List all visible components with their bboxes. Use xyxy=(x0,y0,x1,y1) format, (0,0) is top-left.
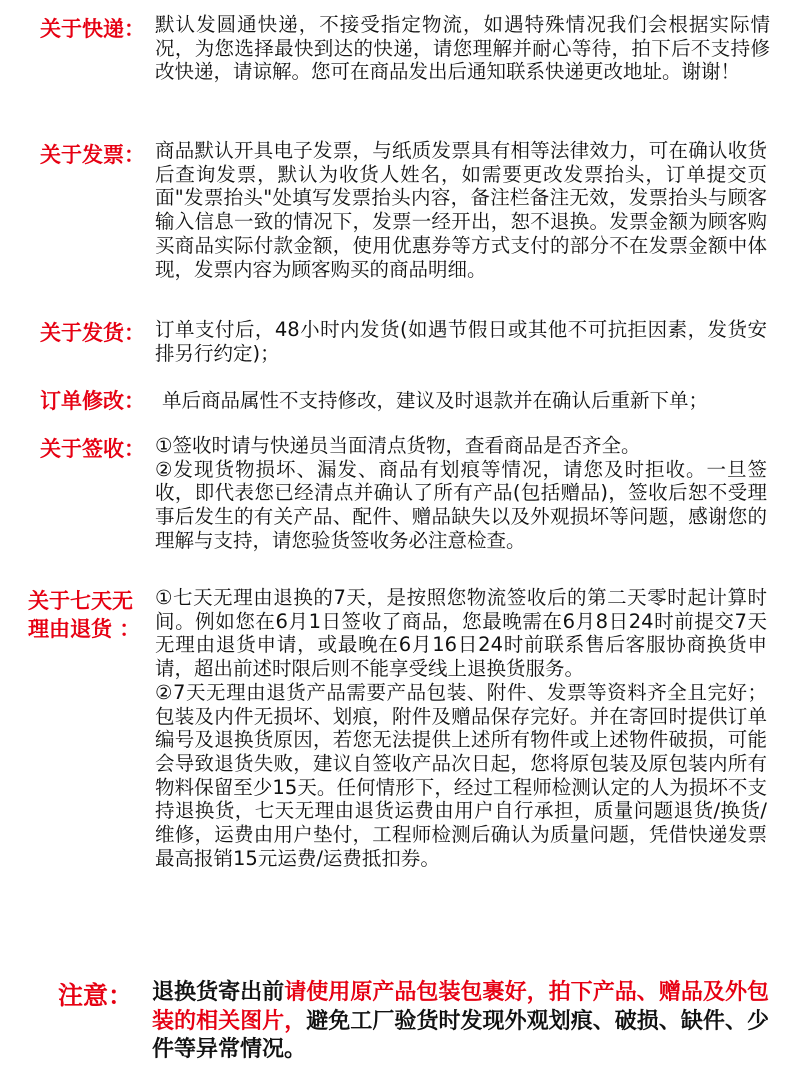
section-body xyxy=(155,139,767,281)
paragraph: 单后商品属性不支持修改，建议及时退款并在确认后重新下单； xyxy=(162,389,709,412)
section-label: 订单修改： xyxy=(40,389,145,413)
note-text-after: 避免工厂验货时发现外观划痕、破损、缺件、少件等异常情况。 xyxy=(152,1008,769,1062)
paragraph: ②发现货物损坏、漏发、商品有划痕等情况，请您及时拒收。一旦签收，即代表您已经清点并确认了所有产品(包括赠品)，签收后恕不受理事后发生的有关产品、配件、赠品缺失以及外观损坏等问题，感谢您的理解与支持，请您验货签收务必注意检查。 xyxy=(155,457,767,552)
section-body xyxy=(155,586,767,870)
section-label: 关于发票： xyxy=(40,143,145,167)
paragraph: 默认发圆通快递，不接受指定物流，如遇特殊情况我们会根据实际情况，为您选择最快到达的快递，请您理解并耐心等待，拍下后不支持修改快递，请谅解。您可在商品发出后通知联系快递更改地址。谢谢！ xyxy=(155,13,770,84)
paragraph: ①七天无理由退换的7天，是按照您物流签收后的第二天零时起计算时间。例如您在6月1日签收了商品，您最晚需在6月8日24时前提交7天无理由退货申请，或最晚在6月16日24时前联系售后客服协商换货申请，超出前述时限后则不能享受线上退换货服务。 xyxy=(155,586,767,681)
section-label-line1: 关于七天无 xyxy=(28,589,133,613)
paragraph: 商品默认开具电子发票，与纸质发票具有相等法律效力，可在确认收货后查询发票，默认为收货人姓名，如需要更改发票抬头，订单提交页面"发票抬头"处填写发票抬头内容，备注栏备注无效，发票抬头与顾客输入信息一致的情况下，发票一经开出，恕不退换。发票金额为顾客购买商品实际付款金额，使用优惠券等方式支付的部分不在发票金额中体现，发票内容为顾客购买的商品明细。 xyxy=(155,139,767,281)
paragraph: ①签收时请与快递员当面清点货物，查看商品是否齐全。 xyxy=(155,434,641,457)
section-label: 关于发货： xyxy=(40,321,145,345)
paragraph: 订单支付后，48小时内发货(如遇节假日或其他不可抗拒因素，发货安排另行约定)； xyxy=(155,318,767,365)
paragraph: ②7天无理由退货产品需要产品包装、附件、发票等资料齐全且完好；包装及内件无损坏、划痕，附件及赠品保存完好。并在寄回时提供订单编号及退换货原因，若您无法提供上述所有物件或上述物件破损，可能会导致退货失败，建议自签收产品次日起，您将原包装及原包装内所有物料保留至少15天。任何情形下，经过工程师检测认定的人为损坏不支持退换货，七天无理由退货运费由用户自行承担，质量问题退货/换货/维修，运费由用户垫付，工程师检测后确认为质量问题，凭借快递发票最高报销15元运费/运费抵扣券。 xyxy=(155,680,767,870)
note-body xyxy=(152,979,769,1065)
section-body xyxy=(155,434,767,553)
note-label: 注意： xyxy=(58,981,134,1010)
note-text-highlight: 请使用原产品包装包裹好，拍下产品、赠品及外包装的相关图片， xyxy=(152,980,769,1034)
section-body xyxy=(155,13,770,84)
section-label-line2: 理由退货 ： xyxy=(28,617,141,641)
section-label: 关于签收： xyxy=(40,437,145,461)
note-text-before: 退换货寄出前 xyxy=(152,980,285,1005)
section-body xyxy=(155,318,767,365)
section-body xyxy=(162,389,772,413)
section-label: 关于快递： xyxy=(40,17,145,41)
